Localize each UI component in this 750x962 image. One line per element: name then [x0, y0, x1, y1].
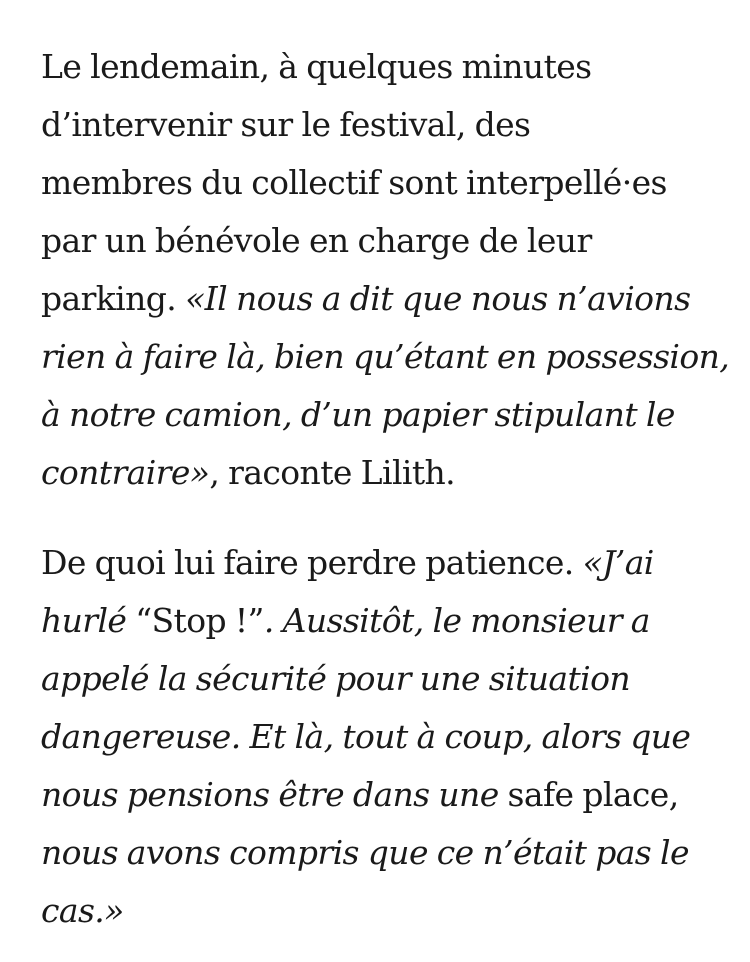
text-line [41, 650, 721, 708]
quote-text: à notre camion, d’un papier stipulant le [41, 395, 675, 434]
quote-text: «J’ai [582, 543, 654, 582]
quote-text: rien à faire là, bien qu’étant en possession, [41, 337, 730, 376]
text-run: , raconte Lilith. [209, 453, 456, 492]
text-line [41, 270, 721, 328]
paragraph-2 [41, 534, 721, 940]
quote-text: appelé la sécurité pour une situation [41, 659, 631, 698]
quote-text: cas.» [41, 891, 124, 930]
quote-text: «Il nous a dit que nous n’avions [185, 279, 691, 318]
text-run: Le lendemain, à quelques minutes [41, 47, 592, 86]
text-line [41, 154, 721, 212]
quote-text: nous pensions être dans une [41, 775, 508, 814]
article-body [41, 38, 730, 940]
quote-text: dangereuse. Et là, tout à coup, alors que [41, 717, 691, 756]
text-run: membres du collectif sont interpellé·es [41, 163, 667, 202]
text-line [41, 212, 721, 270]
text-run: safe place, [507, 775, 679, 814]
text-line [41, 592, 721, 650]
quote-text: nous avons compris que ce n’était pas le [41, 833, 689, 872]
text-line [41, 38, 721, 96]
text-run: De quoi lui faire perdre patience. [41, 543, 583, 582]
text-line [41, 96, 721, 154]
text-run: parking. [41, 279, 186, 318]
quote-text: hurlé [41, 601, 136, 640]
text-line [41, 882, 721, 940]
text-run: d’intervenir sur le festival, des [41, 105, 531, 144]
text-line [41, 766, 721, 824]
paragraph-1 [41, 38, 730, 502]
quote-text: contraire» [41, 453, 210, 492]
text-line [41, 534, 721, 592]
text-line [41, 444, 721, 502]
text-line [41, 824, 721, 882]
text-line [41, 328, 730, 386]
text-run: “Stop !” [135, 601, 264, 640]
text-line [41, 708, 721, 766]
text-line [41, 386, 721, 444]
text-run: par un bénévole en charge de leur [41, 221, 592, 260]
quote-text: . Aussitôt, le monsieur a [263, 601, 650, 640]
